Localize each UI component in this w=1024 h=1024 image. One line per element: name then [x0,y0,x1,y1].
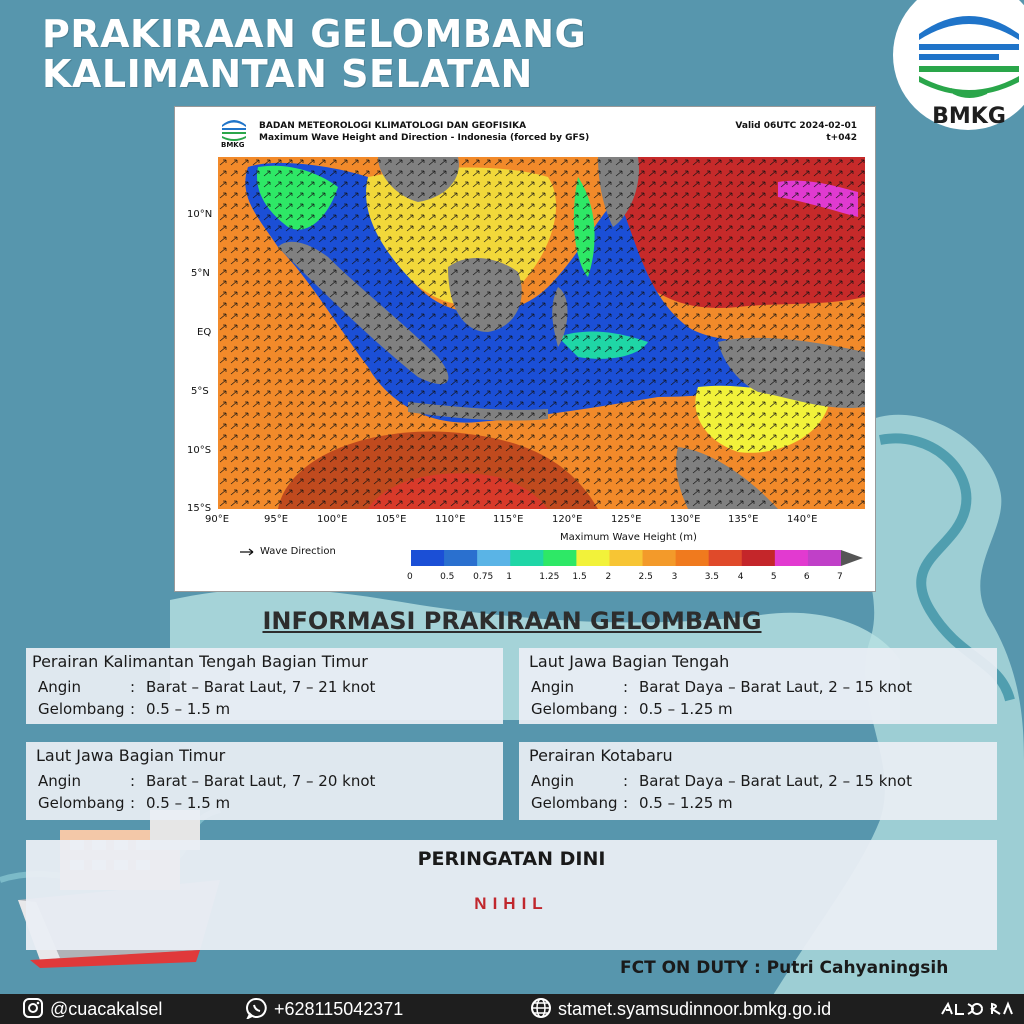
duty-name: Putri Cahyaningsih [766,958,949,978]
website-link[interactable] [530,997,831,1020]
wave-label: Gelombang [38,700,125,718]
lat-tick: EQ [197,327,212,338]
separator: : [623,700,629,718]
separator: : [130,794,136,812]
colorbar-segment [411,550,445,566]
lon-tick: 105°E [376,514,407,525]
colorbar-segment [643,550,677,566]
wave-label: Gelombang [38,794,125,812]
colorbar-tick-label: 3 [671,572,678,582]
colorbar-segment [709,550,743,566]
wave-height-map [174,106,876,592]
instagram-handle: @cuacakalsel [50,999,163,1019]
colorbar-extend-arrow [841,550,863,566]
wave-value: 0.5 – 1.25 m [639,700,733,718]
colorbar-segment [510,550,544,566]
wave-direction-arrow-icon [239,547,255,557]
lon-tick: 95°E [264,514,289,525]
map-org: BADAN METEOROLOGI KLIMATOLOGI DAN GEOFISIKA [259,121,527,131]
map-plot [218,157,865,509]
colorbar-tick-label: 1.5 [572,572,587,582]
colorbar-tick-label: 4 [737,572,744,582]
website-url: stamet.syamsudinnoor.bmkg.go.id [558,999,832,1019]
colorbar [411,550,865,566]
colorbar-tick-label: 2.5 [638,572,653,582]
region-card [519,648,997,724]
phone-number: +628115042371 [274,999,404,1019]
globe-icon [530,997,552,1019]
wave-row [531,700,733,718]
whatsapp-icon [246,997,268,1019]
region-name: Perairan Kotabaru [529,746,673,765]
lat-tick: 10°S [187,445,212,456]
page-title [42,14,586,94]
colorbar-tick-label: 2 [605,572,612,582]
region-name: Laut Jawa Bagian Tengah [529,652,730,671]
early-warning-title: PERINGATAN DINI [417,848,606,870]
separator: : [130,700,136,718]
colorbar-tick-label: 1 [506,572,512,582]
lat-tick: 5°N [191,268,210,279]
region-name: Laut Jawa Bagian Timur [36,746,226,765]
separator: : [623,772,629,790]
separator: : [130,678,136,696]
region-card [26,742,503,820]
lon-tick: 125°E [611,514,642,525]
wave-label: Gelombang [531,794,618,812]
map-small-logo-text: BMKG [221,141,245,149]
lat-tick: 5°S [191,386,209,397]
wind-value: Barat – Barat Laut, 7 – 21 knot [146,678,376,696]
colorbar-tick-label: 0 [407,572,413,582]
duty-label: FCT ON DUTY : [620,958,761,978]
wind-label: Angin [531,772,574,790]
colorbar-tick-label: 0.5 [440,572,455,582]
colorbar-tick-label: 7 [837,572,843,582]
lat-tick: 10°N [187,209,213,220]
footer-bar [0,994,1024,1024]
bmkg-logo [893,0,1024,130]
wind-value: Barat – Barat Laut, 7 – 20 knot [146,772,376,790]
colorbar-segment [543,550,577,566]
wave-value: 0.5 – 1.5 m [146,794,231,812]
wind-label: Angin [531,678,574,696]
colorbar-segment [742,550,776,566]
bmkg-logo-text: BMKG [932,104,1006,129]
wind-value: Barat Daya – Barat Laut, 2 – 15 knot [639,772,912,790]
wave-label: Gelombang [531,700,618,718]
wind-label: Angin [38,678,81,696]
colorbar-title: Maximum Wave Height (m) [560,532,697,543]
wave-row [38,794,230,812]
colorbar-segment [808,550,842,566]
colorbar-segment [576,550,610,566]
lon-tick: 100°E [317,514,348,525]
early-warning-panel [26,840,997,950]
wind-row [38,772,375,790]
lon-tick: 135°E [728,514,759,525]
colorbar-segment [477,550,511,566]
region-card [26,648,503,724]
lon-tick: 115°E [493,514,524,525]
title-line-1: PRAKIRAAN GELOMBANG [42,12,587,56]
lon-tick: 140°E [787,514,818,525]
colorbar-segment [609,550,643,566]
separator: : [623,794,629,812]
info-section-title: INFORMASI PRAKIRAAN GELOMBANG [262,607,762,635]
colorbar-segment [676,550,710,566]
forecaster-on-duty [620,958,948,978]
bmkg-emblem-icon [911,4,1024,104]
colorbar-segment [775,550,809,566]
lon-tick: 120°E [552,514,583,525]
map-subtitle: Maximum Wave Height and Direction - Indonesia (forced by GFS) [259,133,590,143]
colorbar-tick-label: 3.5 [704,572,720,582]
lat-tick: 15°S [187,503,212,514]
lon-tick: 110°E [435,514,466,525]
wave-value: 0.5 – 1.25 m [639,794,733,812]
wind-value: Barat Daya – Barat Laut, 2 – 15 knot [639,678,912,696]
colorbar-tick-label: 0.75 [473,572,494,582]
wind-row [531,772,912,790]
colorbar-tick-label: 5 [770,572,777,582]
colorbar-tick-label: 6 [803,572,810,582]
wave-row [531,794,733,812]
early-warning-value: NIHIL [474,894,549,913]
whatsapp-link[interactable] [246,997,403,1020]
wave-row [38,700,230,718]
wave-value: 0.5 – 1.5 m [146,700,231,718]
colorbar-segment [444,550,478,566]
map-lead: t+042 [826,133,857,143]
wind-label: Angin [38,772,81,790]
region-card [519,742,997,820]
wind-row [531,678,912,696]
region-name: Perairan Kalimantan Tengah Bagian Timur [32,652,368,671]
designer-signature [940,1000,1016,1018]
instagram-link[interactable] [22,997,162,1020]
colorbar-tick-label: 1.25 [539,572,560,582]
separator: : [130,772,136,790]
wind-row [38,678,375,696]
lon-tick: 90°E [205,514,230,525]
instagram-icon [22,997,44,1019]
title-line-2: KALIMANTAN SELATAN [42,52,533,96]
lon-tick: 130°E [670,514,701,525]
wave-direction-label: Wave Direction [260,546,336,557]
map-valid: Valid 06UTC 2024-02-01 [735,121,857,131]
separator: : [623,678,629,696]
